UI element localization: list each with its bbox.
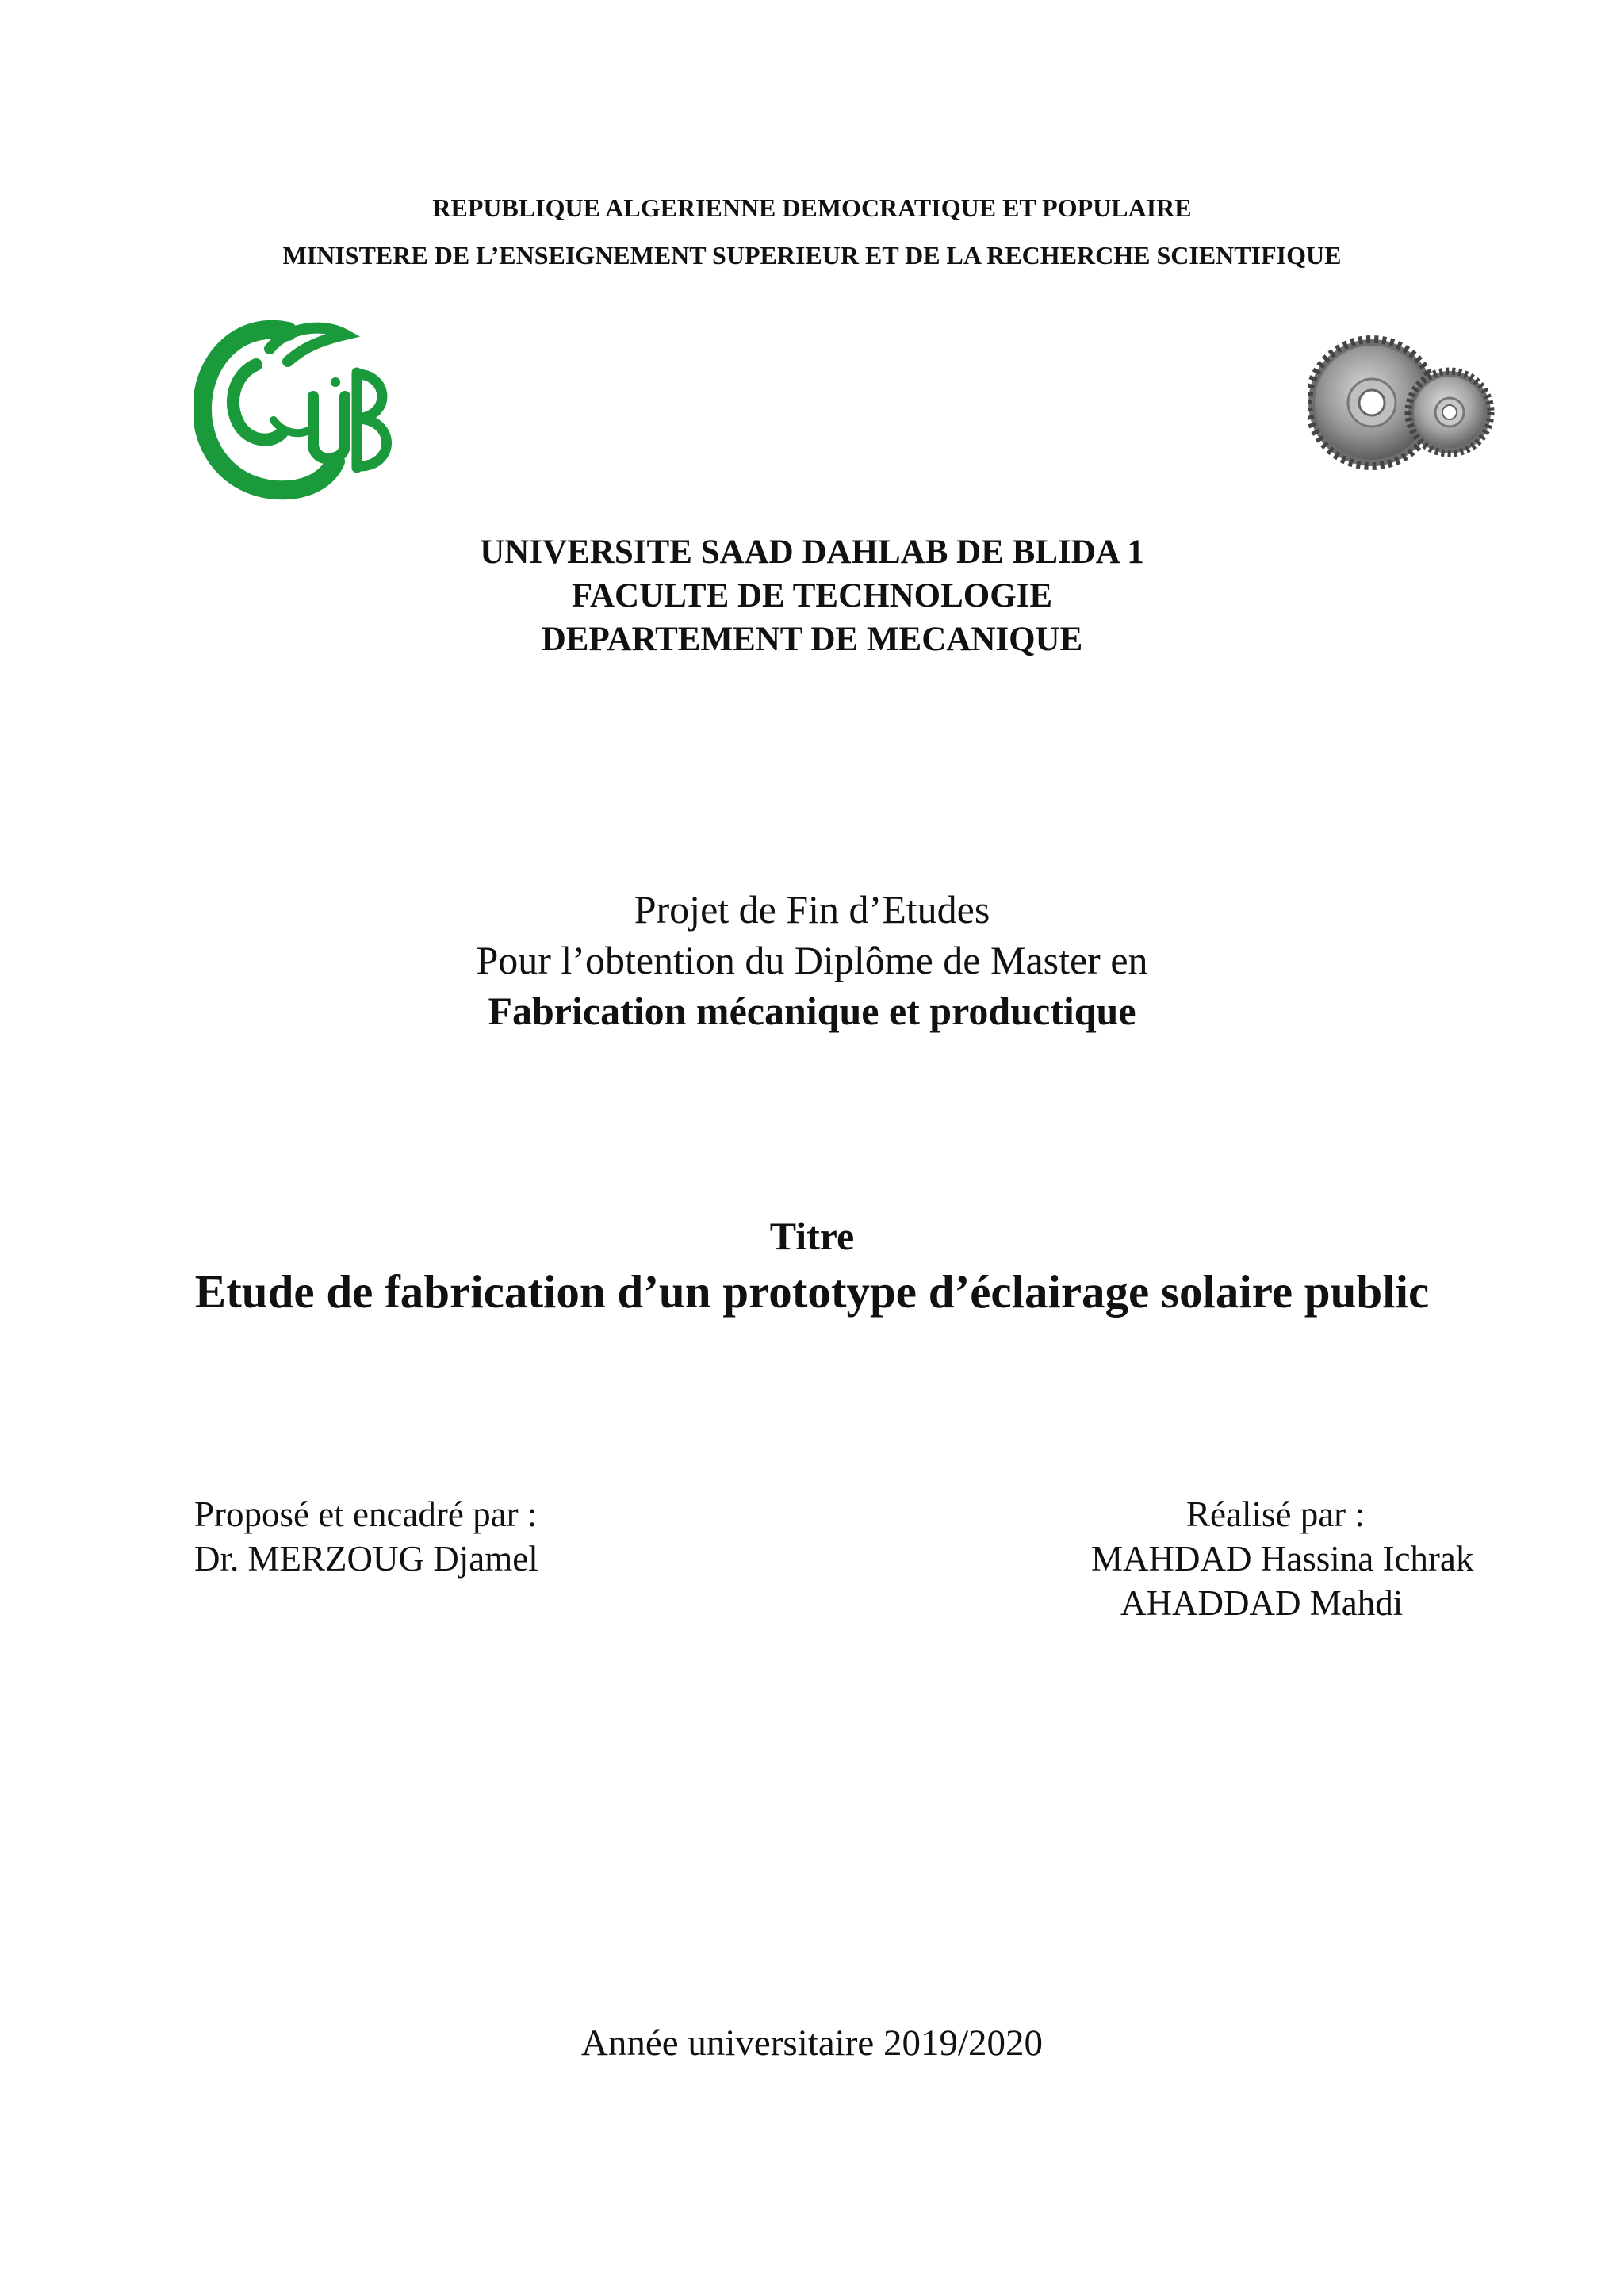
supervisor-name: Dr. MERZOUG Djamel <box>194 1539 538 1578</box>
republic-heading: REPUBLIQUE ALGERIENNE DEMOCRATIQUE ET POPULAIRE <box>432 193 1192 222</box>
author-name: MAHDAD Hassina Ichrak <box>1091 1539 1474 1578</box>
ministry-heading: MINISTERE DE L’ENSEIGNEMENT SUPERIEUR ET DE LA RECHERCHE SCIENTIFIQUE <box>282 241 1342 270</box>
supervisor-label: Proposé et encadré par : <box>194 1494 538 1534</box>
academic-year: Année universitaire 2019/2020 <box>580 2022 1044 2064</box>
faculty-name: FACULTE DE TECHNOLOGIE <box>571 577 1053 614</box>
title-label: Titre <box>769 1214 855 1258</box>
department-name: DEPARTEMENT DE MECANIQUE <box>541 621 1083 658</box>
project-type: Projet de Fin d’Etudes <box>634 887 990 932</box>
specialty-name: Fabrication mécanique et productique <box>488 989 1136 1033</box>
diploma-line: Pour l’obtention du Diplôme de Master en <box>476 938 1148 982</box>
authors-label: Réalisé par : <box>1186 1494 1365 1534</box>
university-logo-icon <box>194 317 400 503</box>
thesis-title: Etude de fabrication d’un prototype d’éclairage solaire public <box>194 1265 1430 1318</box>
gears-icon <box>1308 325 1495 484</box>
author-name: AHADDAD Mahdi <box>1120 1583 1404 1623</box>
university-name: UNIVERSITE SAAD DAHLAB DE BLIDA 1 <box>480 534 1144 571</box>
